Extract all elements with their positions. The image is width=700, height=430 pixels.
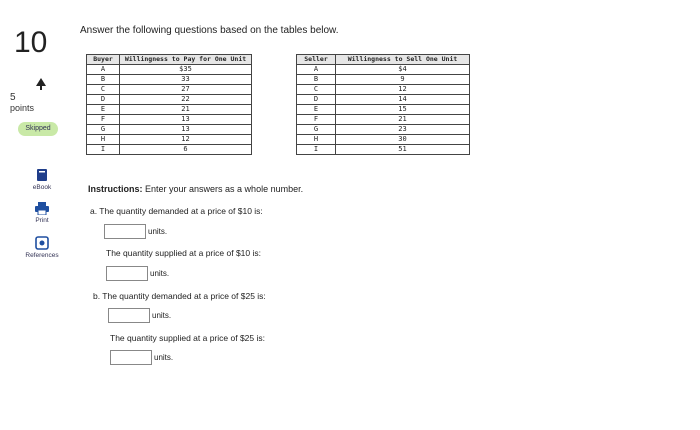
answer-input-a-supply[interactable] [106, 266, 148, 281]
seller-id-cell: I [297, 145, 336, 155]
seller-value-cell: 21 [336, 115, 470, 125]
book-icon [36, 168, 48, 182]
points-value: 5 [10, 92, 16, 103]
buyer-value-cell: 27 [120, 85, 252, 95]
seller-value-cell: 9 [336, 75, 470, 85]
answer-input-b-demand[interactable] [108, 308, 150, 323]
seller-header: Seller [297, 55, 336, 65]
seller-row [297, 125, 470, 135]
question-b-demand: b. The quantity demanded at a price of $25 is: [93, 291, 266, 301]
willingness-to-pay-header: Willingness to Pay for One Unit [120, 55, 252, 65]
buyer-value-cell: 33 [120, 75, 252, 85]
buyer-row [87, 115, 252, 125]
seller-value-cell: $4 [336, 65, 470, 75]
buyer-table [86, 54, 252, 155]
print-label: Print [35, 217, 49, 224]
question-number: 10 [14, 26, 48, 59]
buyer-row [87, 75, 252, 85]
seller-value-cell: 30 [336, 135, 470, 145]
points-label: points [10, 103, 35, 113]
cursor-arrow-icon [36, 78, 46, 90]
references-label: References [25, 252, 59, 259]
references-link[interactable] [22, 236, 62, 259]
buyer-row [87, 125, 252, 135]
instructions [88, 184, 303, 194]
seller-value-cell: 23 [336, 125, 470, 135]
answer-row-a-supply [106, 266, 169, 281]
seller-value-cell: 51 [336, 145, 470, 155]
buyer-id-cell: E [87, 105, 120, 115]
buyer-id-cell: A [87, 65, 120, 75]
instructions-text: Enter your answers as a whole number. [142, 184, 304, 194]
print-link[interactable] [22, 202, 62, 224]
buyer-id-cell: C [87, 85, 120, 95]
seller-row [297, 105, 470, 115]
seller-row [297, 85, 470, 95]
seller-id-cell: D [297, 95, 336, 105]
answer-row-b-supply [110, 350, 173, 365]
seller-id-cell: G [297, 125, 336, 135]
seller-row [297, 65, 470, 75]
seller-id-cell: H [297, 135, 336, 145]
seller-row [297, 115, 470, 125]
seller-value-cell: 12 [336, 85, 470, 95]
buyer-id-cell: G [87, 125, 120, 135]
buyer-value-cell: 13 [120, 125, 252, 135]
buyer-id-cell: H [87, 135, 120, 145]
printer-icon [35, 202, 49, 215]
buyer-value-cell: 21 [120, 105, 252, 115]
buyer-row [87, 145, 252, 155]
seller-id-cell: B [297, 75, 336, 85]
seller-id-cell: A [297, 65, 336, 75]
instructions-bold: Instructions: [88, 184, 143, 194]
seller-row [297, 145, 470, 155]
buyer-row [87, 95, 252, 105]
seller-table [296, 54, 470, 155]
seller-row [297, 95, 470, 105]
question-a-supply: The quantity supplied at a price of $10 is: [106, 248, 261, 258]
answer-input-b-supply[interactable] [110, 350, 152, 365]
buyer-value-cell: 12 [120, 135, 252, 145]
willingness-to-sell-header: Willingness to Sell One Unit [336, 55, 470, 65]
buyer-row [87, 65, 252, 75]
buyer-row [87, 85, 252, 95]
buyer-id-cell: F [87, 115, 120, 125]
buyer-row [87, 105, 252, 115]
buyer-id-cell: B [87, 75, 120, 85]
references-icon [35, 236, 49, 250]
units-label: units. [150, 269, 170, 278]
units-label: units. [152, 311, 172, 320]
buyer-value-cell: 13 [120, 115, 252, 125]
answer-input-a-demand[interactable] [104, 224, 146, 239]
seller-value-cell: 14 [336, 95, 470, 105]
buyer-id-cell: I [87, 145, 120, 155]
buyer-value-cell: $35 [120, 65, 252, 75]
seller-id-cell: C [297, 85, 336, 95]
buyer-value-cell: 22 [120, 95, 252, 105]
ebook-link[interactable] [22, 168, 62, 191]
buyer-id-cell: D [87, 95, 120, 105]
seller-row [297, 75, 470, 85]
seller-id-cell: E [297, 105, 336, 115]
units-label: units. [148, 227, 168, 236]
seller-row [297, 135, 470, 145]
seller-id-cell: F [297, 115, 336, 125]
question-a-demand: a. The quantity demanded at a price of $10 is: [90, 206, 263, 216]
status-badge: Skipped [18, 122, 58, 136]
ebook-label: eBook [32, 184, 52, 191]
seller-value-cell: 15 [336, 105, 470, 115]
answer-row-b-demand [108, 308, 171, 323]
question-b-supply: The quantity supplied at a price of $25 is: [110, 333, 265, 343]
buyer-row [87, 135, 252, 145]
buyer-header: Buyer [87, 55, 120, 65]
buyer-value-cell: 6 [120, 145, 252, 155]
units-label: units. [154, 353, 174, 362]
answer-row-a-demand [104, 224, 167, 239]
question-prompt: Answer the following questions based on the tables below. [80, 25, 339, 36]
